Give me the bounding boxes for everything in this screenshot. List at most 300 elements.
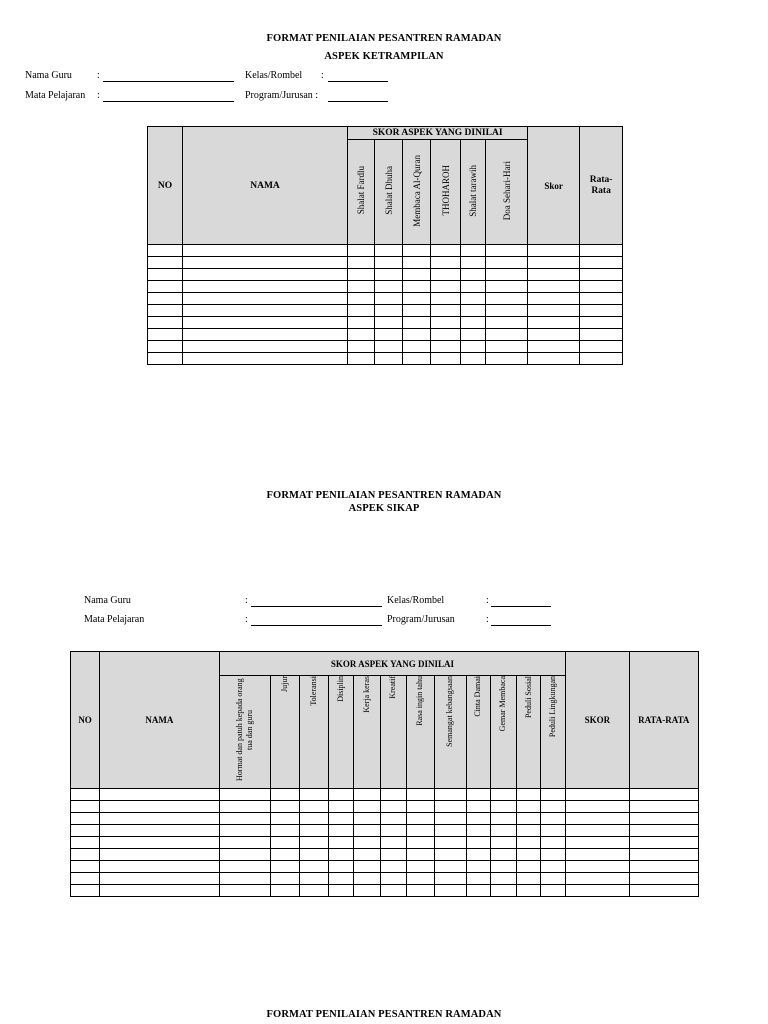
table-cell[interactable] (486, 245, 528, 257)
table-cell[interactable] (100, 813, 220, 825)
table-cell[interactable] (629, 885, 698, 897)
table-cell[interactable] (148, 329, 183, 341)
table-cell[interactable] (406, 813, 434, 825)
table-cell[interactable] (329, 837, 354, 849)
table-cell[interactable] (490, 789, 516, 801)
table-cell[interactable] (183, 245, 348, 257)
s2-mata-pelajaran-label: Mata Pelajaran (84, 614, 145, 625)
table-cell[interactable] (100, 789, 220, 801)
table-cell[interactable] (528, 305, 580, 317)
table-cell[interactable] (381, 813, 406, 825)
table-cell[interactable] (381, 837, 406, 849)
table-cell[interactable] (434, 885, 466, 897)
table-cell[interactable] (629, 801, 698, 813)
table-cell[interactable] (580, 281, 623, 293)
table-cell[interactable] (406, 849, 434, 861)
table-cell[interactable] (270, 873, 299, 885)
table-cell[interactable] (300, 837, 329, 849)
table-cell[interactable] (517, 837, 541, 849)
table-cell[interactable] (183, 305, 348, 317)
s1-kelas-rombel-field[interactable] (328, 71, 388, 82)
table-cell[interactable] (528, 245, 580, 257)
table-cell[interactable] (148, 245, 183, 257)
table-cell[interactable] (541, 801, 566, 813)
section2-title: FORMAT PENILAIAN PESANTREN RAMADAN (266, 490, 502, 501)
table-cell[interactable] (403, 257, 431, 269)
table-cell[interactable] (434, 873, 466, 885)
table-cell[interactable] (403, 281, 431, 293)
table-cell[interactable] (528, 269, 580, 281)
table-cell[interactable] (486, 269, 528, 281)
table-cell[interactable] (381, 789, 406, 801)
table-cell[interactable] (566, 873, 629, 885)
table-cell[interactable] (329, 825, 354, 837)
table-cell[interactable] (431, 257, 461, 269)
s1-kelas-rombel-label: Kelas/Rombel (245, 70, 303, 81)
table-cell[interactable] (148, 293, 183, 305)
table-cell[interactable] (348, 305, 375, 317)
table-cell[interactable] (100, 885, 220, 897)
table-cell[interactable] (486, 293, 528, 305)
table-cell[interactable] (354, 825, 381, 837)
table-cell[interactable] (375, 305, 403, 317)
section1-subtitle: ASPEK KETRAMPILAN (324, 51, 444, 62)
table-cell[interactable] (71, 825, 100, 837)
table-cell[interactable] (528, 329, 580, 341)
section2-aspect-header (434, 676, 466, 789)
section1-aspect-header (375, 140, 403, 245)
table-cell[interactable] (431, 341, 461, 353)
table-cell[interactable] (461, 257, 486, 269)
table-cell[interactable] (629, 789, 698, 801)
table-cell[interactable] (528, 293, 580, 305)
table-cell[interactable] (434, 861, 466, 873)
table-cell[interactable] (580, 269, 623, 281)
table-cell[interactable] (434, 825, 466, 837)
table-cell[interactable] (461, 293, 486, 305)
table-cell[interactable] (329, 789, 354, 801)
table-cell[interactable] (486, 317, 528, 329)
table-cell[interactable] (375, 293, 403, 305)
table-cell[interactable] (541, 837, 566, 849)
table-cell[interactable] (541, 885, 566, 897)
table-cell[interactable] (300, 873, 329, 885)
table-cell[interactable] (629, 861, 698, 873)
table-cell[interactable] (629, 873, 698, 885)
table-cell[interactable] (375, 245, 403, 257)
table-cell[interactable] (403, 305, 431, 317)
table-cell[interactable] (490, 801, 516, 813)
table-cell[interactable] (348, 317, 375, 329)
s2-kelas-rombel-label: Kelas/Rombel (387, 595, 445, 606)
table-cell[interactable] (270, 825, 299, 837)
table-cell[interactable] (461, 245, 486, 257)
table-cell[interactable] (403, 269, 431, 281)
table-cell[interactable] (566, 885, 629, 897)
s2-mata-pelajaran-field[interactable] (251, 615, 382, 626)
table-cell[interactable] (541, 825, 566, 837)
table-cell[interactable] (580, 329, 623, 341)
table-cell[interactable] (100, 825, 220, 837)
section1-title: FORMAT PENILAIAN PESANTREN RAMADAN (266, 33, 502, 44)
section1-aspect-label: Shalat Fardlu (356, 166, 366, 215)
table-cell[interactable] (219, 849, 270, 861)
table-cell[interactable] (566, 789, 629, 801)
table-cell[interactable] (375, 317, 403, 329)
table-cell[interactable] (490, 849, 516, 861)
table-cell[interactable] (219, 813, 270, 825)
table-cell[interactable] (517, 813, 541, 825)
table-cell[interactable] (71, 849, 100, 861)
table-cell[interactable] (300, 885, 329, 897)
table-cell[interactable] (219, 825, 270, 837)
table-cell[interactable] (300, 813, 329, 825)
s1-header-skor: Skor (528, 127, 580, 245)
table-cell[interactable] (629, 825, 698, 837)
table-row (71, 789, 699, 801)
table-row (148, 269, 623, 281)
table-cell[interactable] (490, 837, 516, 849)
table-cell[interactable] (375, 341, 403, 353)
s1-nama-guru-sep: : (97, 70, 100, 81)
table-cell[interactable] (466, 837, 490, 849)
table-cell[interactable] (517, 873, 541, 885)
table-cell[interactable] (348, 269, 375, 281)
table-cell[interactable] (381, 861, 406, 873)
table-cell[interactable] (566, 813, 629, 825)
table-cell[interactable] (329, 873, 354, 885)
table-cell[interactable] (148, 341, 183, 353)
s2-nama-guru-label: Nama Guru (84, 595, 131, 606)
s1-header-no: NO (148, 127, 183, 245)
table-cell[interactable] (528, 257, 580, 269)
table-cell[interactable] (148, 353, 183, 365)
s1-header-group: SKOR ASPEK YANG DINILAI (348, 127, 528, 140)
table-row (148, 257, 623, 269)
table-cell[interactable] (300, 825, 329, 837)
section2-aspect-label: Peduli Lingkungan (548, 676, 558, 738)
section1-aspect-label: Shalat tarawih (468, 164, 478, 217)
table-cell[interactable] (629, 849, 698, 861)
table-cell[interactable] (148, 269, 183, 281)
table-cell[interactable] (270, 849, 299, 861)
table-row (148, 281, 623, 293)
table-cell[interactable] (541, 861, 566, 873)
table-cell[interactable] (541, 849, 566, 861)
table-cell[interactable] (354, 873, 381, 885)
table-cell[interactable] (466, 789, 490, 801)
table-row (71, 837, 699, 849)
table-cell[interactable] (466, 813, 490, 825)
table-cell[interactable] (329, 801, 354, 813)
table-cell[interactable] (461, 341, 486, 353)
table-cell[interactable] (517, 801, 541, 813)
table-cell[interactable] (270, 861, 299, 873)
table-cell[interactable] (461, 305, 486, 317)
table-cell[interactable] (461, 329, 486, 341)
table-cell[interactable] (219, 873, 270, 885)
table-cell[interactable] (486, 257, 528, 269)
table-cell[interactable] (71, 837, 100, 849)
table-cell[interactable] (406, 789, 434, 801)
table-cell[interactable] (375, 269, 403, 281)
table-cell[interactable] (517, 849, 541, 861)
table-cell[interactable] (381, 885, 406, 897)
table-cell[interactable] (461, 281, 486, 293)
table-cell[interactable] (490, 873, 516, 885)
table-cell[interactable] (183, 341, 348, 353)
table-cell[interactable] (148, 305, 183, 317)
table-cell[interactable] (270, 837, 299, 849)
table-cell[interactable] (528, 353, 580, 365)
section2-aspect-label: Gemar Membaca (498, 676, 508, 732)
section2-aspect-label: Kerja keras (362, 676, 372, 713)
section2-aspect-header (300, 676, 329, 789)
table-cell[interactable] (566, 861, 629, 873)
table-cell[interactable] (381, 873, 406, 885)
table-cell[interactable] (406, 861, 434, 873)
table-cell[interactable] (461, 269, 486, 281)
table-cell[interactable] (381, 849, 406, 861)
section1-aspect-header (403, 140, 431, 245)
table-cell[interactable] (541, 789, 566, 801)
table-cell[interactable] (528, 317, 580, 329)
table-row (71, 885, 699, 897)
s1-program-jurusan-field[interactable] (328, 91, 388, 102)
table-row (71, 825, 699, 837)
table-cell[interactable] (381, 825, 406, 837)
table-cell[interactable] (434, 801, 466, 813)
table-cell[interactable] (354, 837, 381, 849)
table-cell[interactable] (354, 801, 381, 813)
table-cell[interactable] (517, 861, 541, 873)
table-cell[interactable] (183, 269, 348, 281)
section2-aspect-header (270, 676, 299, 789)
table-cell[interactable] (431, 317, 461, 329)
table-cell[interactable] (466, 861, 490, 873)
table-row (71, 861, 699, 873)
table-cell[interactable] (148, 281, 183, 293)
table-cell[interactable] (348, 353, 375, 365)
table-cell[interactable] (100, 873, 220, 885)
table-cell[interactable] (348, 257, 375, 269)
table-cell[interactable] (183, 353, 348, 365)
table-cell[interactable] (100, 861, 220, 873)
s1-header-rata: Rata-Rata (580, 127, 623, 245)
table-cell[interactable] (431, 245, 461, 257)
table-cell[interactable] (566, 849, 629, 861)
table-cell[interactable] (541, 873, 566, 885)
table-cell[interactable] (406, 885, 434, 897)
section1-aspect-label: THOHAROH (440, 165, 451, 216)
table-cell[interactable] (71, 789, 100, 801)
section2-aspect-label: Kreatif (388, 676, 398, 699)
table-cell[interactable] (375, 257, 403, 269)
s2-kelas-rombel-field[interactable] (491, 596, 551, 607)
table-cell[interactable] (348, 341, 375, 353)
table-cell[interactable] (486, 329, 528, 341)
section2-aspect-header (219, 676, 270, 789)
section2-aspect-label: Jujur (279, 676, 289, 692)
table-cell[interactable] (486, 341, 528, 353)
table-cell[interactable] (486, 353, 528, 365)
s2-header-rata: RATA-RATA (629, 652, 698, 789)
table-cell[interactable] (580, 293, 623, 305)
table-cell[interactable] (354, 789, 381, 801)
table-cell[interactable] (406, 825, 434, 837)
table-cell[interactable] (629, 837, 698, 849)
table-cell[interactable] (517, 789, 541, 801)
s2-header-group: SKOR ASPEK YANG DINILAI (219, 652, 566, 676)
table-cell[interactable] (219, 861, 270, 873)
table-cell[interactable] (354, 885, 381, 897)
table-cell[interactable] (541, 813, 566, 825)
table-cell[interactable] (354, 813, 381, 825)
table-cell[interactable] (329, 861, 354, 873)
table-cell[interactable] (490, 825, 516, 837)
table-cell[interactable] (183, 329, 348, 341)
table-cell[interactable] (403, 329, 431, 341)
table-cell[interactable] (580, 245, 623, 257)
table-cell[interactable] (348, 329, 375, 341)
table-cell[interactable] (406, 873, 434, 885)
table-cell[interactable] (434, 789, 466, 801)
table-cell[interactable] (375, 329, 403, 341)
s2-nama-guru-field[interactable] (251, 596, 382, 607)
table-cell[interactable] (431, 293, 461, 305)
table-cell[interactable] (71, 873, 100, 885)
section2-aspect-header (354, 676, 381, 789)
table-cell[interactable] (183, 317, 348, 329)
s2-header-nama: NAMA (100, 652, 220, 789)
table-cell[interactable] (580, 317, 623, 329)
table-cell[interactable] (348, 281, 375, 293)
table-cell[interactable] (490, 861, 516, 873)
table-cell[interactable] (406, 801, 434, 813)
s1-mata-pelajaran-field[interactable] (103, 91, 234, 102)
table-cell[interactable] (403, 341, 431, 353)
table-cell[interactable] (403, 293, 431, 305)
table-cell[interactable] (528, 341, 580, 353)
table-cell[interactable] (434, 813, 466, 825)
table-cell[interactable] (629, 813, 698, 825)
table-cell[interactable] (329, 849, 354, 861)
table-cell[interactable] (71, 885, 100, 897)
table-cell[interactable] (148, 257, 183, 269)
table-cell[interactable] (403, 245, 431, 257)
table-cell[interactable] (100, 837, 220, 849)
table-cell[interactable] (580, 353, 623, 365)
table-row (71, 873, 699, 885)
table-cell[interactable] (300, 849, 329, 861)
table-cell[interactable] (466, 825, 490, 837)
table-cell[interactable] (270, 801, 299, 813)
table-cell[interactable] (431, 305, 461, 317)
table-cell[interactable] (403, 317, 431, 329)
table-cell[interactable] (580, 257, 623, 269)
table-cell[interactable] (71, 861, 100, 873)
table-cell[interactable] (431, 353, 461, 365)
section2-aspect-label: Disiplin (336, 676, 346, 702)
table-cell[interactable] (219, 837, 270, 849)
s2-header-skor: SKOR (566, 652, 629, 789)
table-cell[interactable] (431, 329, 461, 341)
table-cell[interactable] (300, 789, 329, 801)
table-cell[interactable] (329, 885, 354, 897)
table-cell[interactable] (466, 873, 490, 885)
table-cell[interactable] (270, 813, 299, 825)
table-cell[interactable] (183, 257, 348, 269)
table-cell[interactable] (183, 281, 348, 293)
table-cell[interactable] (461, 353, 486, 365)
table-cell[interactable] (381, 801, 406, 813)
table-cell[interactable] (566, 825, 629, 837)
table-cell[interactable] (566, 801, 629, 813)
table-cell[interactable] (490, 885, 516, 897)
table-cell[interactable] (434, 837, 466, 849)
table-cell[interactable] (348, 245, 375, 257)
table-row (148, 245, 623, 257)
table-cell[interactable] (486, 305, 528, 317)
table-cell[interactable] (148, 317, 183, 329)
skill-assessment-table (147, 126, 623, 365)
table-cell[interactable] (71, 813, 100, 825)
table-cell[interactable] (219, 789, 270, 801)
s2-header-no: NO (71, 652, 100, 789)
table-cell[interactable] (461, 317, 486, 329)
s1-nama-guru-field[interactable] (103, 71, 234, 82)
table-cell[interactable] (375, 281, 403, 293)
table-cell[interactable] (300, 861, 329, 873)
table-cell[interactable] (375, 353, 403, 365)
table-cell[interactable] (100, 801, 220, 813)
table-cell[interactable] (486, 281, 528, 293)
table-cell[interactable] (431, 269, 461, 281)
table-cell[interactable] (431, 281, 461, 293)
table-cell[interactable] (71, 801, 100, 813)
table-cell[interactable] (354, 849, 381, 861)
table-cell[interactable] (329, 813, 354, 825)
table-cell[interactable] (466, 801, 490, 813)
table-cell[interactable] (528, 281, 580, 293)
table-cell[interactable] (270, 789, 299, 801)
table-cell[interactable] (466, 885, 490, 897)
table-cell[interactable] (517, 825, 541, 837)
table-cell[interactable] (490, 813, 516, 825)
s2-program-jurusan-label: Program/Jurusan (387, 614, 455, 625)
table-cell[interactable] (348, 293, 375, 305)
table-cell[interactable] (270, 885, 299, 897)
table-cell[interactable] (183, 293, 348, 305)
table-cell[interactable] (300, 801, 329, 813)
table-cell[interactable] (566, 837, 629, 849)
table-cell[interactable] (406, 837, 434, 849)
table-cell[interactable] (466, 849, 490, 861)
table-cell[interactable] (403, 353, 431, 365)
table-cell[interactable] (434, 849, 466, 861)
table-cell[interactable] (100, 849, 220, 861)
table-cell[interactable] (580, 305, 623, 317)
table-cell[interactable] (219, 885, 270, 897)
table-cell[interactable] (219, 801, 270, 813)
table-cell[interactable] (517, 885, 541, 897)
s1-kelas-rombel-sep: : (321, 70, 324, 81)
s2-nama-guru-sep: : (245, 595, 248, 606)
s2-program-jurusan-field[interactable] (491, 615, 551, 626)
section1-aspect-header (348, 140, 375, 245)
table-cell[interactable] (580, 341, 623, 353)
table-cell[interactable] (354, 861, 381, 873)
